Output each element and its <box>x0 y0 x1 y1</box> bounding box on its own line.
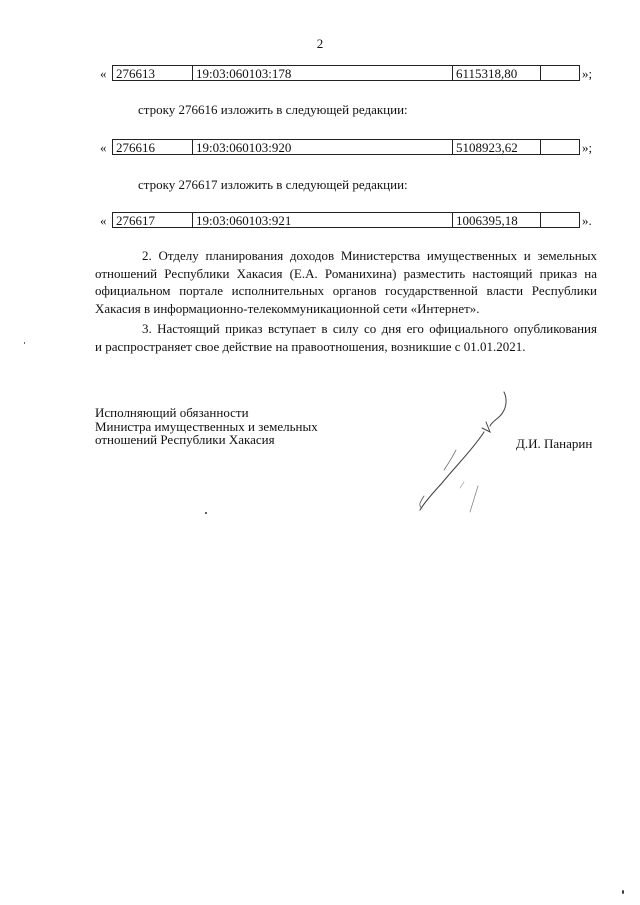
instruction-text: строку 276617 изложить в следующей редакции: <box>138 177 408 192</box>
quote-close: »; <box>582 140 593 155</box>
table-row <box>100 65 600 85</box>
page-number: 2 <box>316 36 324 51</box>
scan-speck <box>205 512 207 514</box>
table-row <box>100 212 600 232</box>
cadastral-value-cell: 1006395,18 <box>452 212 540 228</box>
quote-open: « <box>100 66 107 81</box>
paragraph-line: Хакасия в информационно-телекоммуникационной сети «Интернет». <box>95 300 480 316</box>
signer-title <box>95 406 318 447</box>
paragraph-line: 2. Отделу планирования доходов Министерства имущественных и земельных <box>142 248 597 263</box>
signer-title-line: отношений Республики Хакасия <box>95 432 275 447</box>
paragraph-line: отношений Республики Хакасия (Е.А. Романихина) разместить настоящий приказ на <box>95 265 597 281</box>
cadastral-number-cell: 19:03:060103:920 <box>192 139 452 155</box>
cadastral-number-cell: 19:03:060103:921 <box>192 212 452 228</box>
paragraph-line: и распространяет свое действие на правоотношения, возникшие с 01.01.2021. <box>95 338 526 354</box>
quote-open: « <box>100 213 107 228</box>
table-row <box>100 139 600 159</box>
signer-title-line: Министра имущественных и земельных <box>95 418 318 434</box>
paragraph-publication <box>95 247 597 317</box>
handwritten-signature <box>404 388 514 520</box>
empty-cell <box>540 139 580 155</box>
instruction-text: строку 276616 изложить в следующей редакции: <box>138 102 408 117</box>
paragraph-line: 3. Настоящий приказ вступает в силу со дня его официального опубликования <box>142 321 597 336</box>
cadastral-value-cell: 5108923,62 <box>452 139 540 155</box>
quote-close: »; <box>582 66 593 81</box>
quote-open: « <box>100 140 107 155</box>
paragraph-effective-date <box>95 320 597 355</box>
quote-close: ». <box>582 213 592 228</box>
row-number-cell: 276617 <box>112 212 192 228</box>
paragraph-line: официальном портале исполнительных органов государственной власти Республики <box>95 283 597 298</box>
signer-name: Д.И. Панарин <box>516 436 593 451</box>
cadastral-value-cell: 6115318,80 <box>452 65 540 81</box>
signer-title-line: Исполняющий обязанности <box>95 405 249 420</box>
row-number-cell: 276613 <box>112 65 192 81</box>
scan-speck <box>24 342 25 344</box>
empty-cell <box>540 212 580 228</box>
scan-speck <box>622 890 624 894</box>
row-number-cell: 276616 <box>112 139 192 155</box>
empty-cell <box>540 65 580 81</box>
cadastral-number-cell: 19:03:060103:178 <box>192 65 452 81</box>
